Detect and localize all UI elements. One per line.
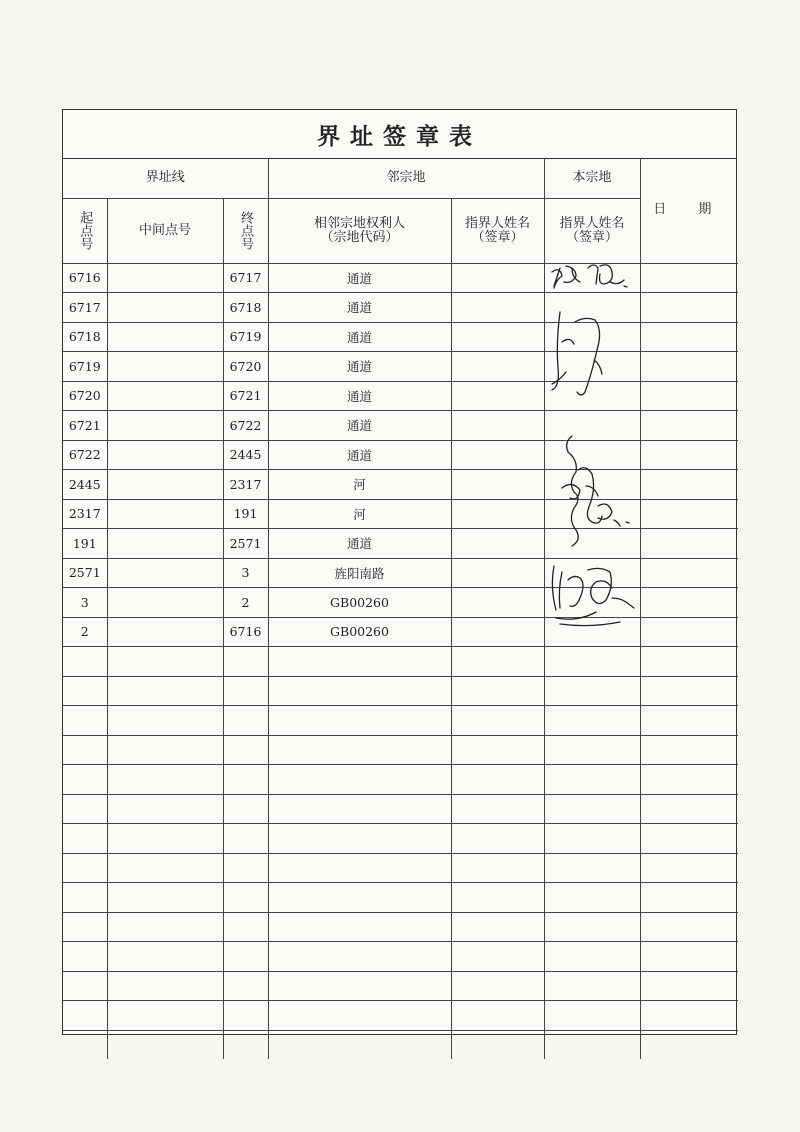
cell-neighbor-sign (451, 352, 544, 382)
table-row (63, 824, 738, 854)
cell-mid (107, 470, 223, 500)
cell-this-sign (544, 293, 640, 323)
cell-mid (107, 440, 223, 470)
cell-owner (268, 883, 451, 913)
cell-this-sign (544, 1030, 640, 1059)
cell-mid (107, 411, 223, 441)
cell-neighbor-sign (451, 558, 544, 588)
table-row (63, 470, 738, 500)
cell-end (223, 706, 268, 736)
header-end-point-label: 终点号 (238, 211, 253, 250)
cell-start (63, 735, 107, 765)
boundary-rows (63, 263, 738, 1059)
cell-date (640, 647, 738, 677)
cell-owner: 通道 (268, 440, 451, 470)
cell-mid (107, 824, 223, 854)
cell-owner: 旌阳南路 (268, 558, 451, 588)
cell-this-sign (544, 499, 640, 529)
cell-end: 2 (223, 588, 268, 618)
cell-neighbor-sign (451, 765, 544, 795)
cell-start (63, 765, 107, 795)
cell-date (640, 263, 738, 293)
cell-this-sign (544, 765, 640, 795)
header-this-signer-line2: （签章） (566, 229, 619, 245)
cell-this-sign (544, 440, 640, 470)
cell-owner: 通道 (268, 352, 451, 382)
cell-date (640, 499, 738, 529)
cell-start: 6716 (63, 263, 107, 293)
cell-neighbor-sign (451, 883, 544, 913)
header-neighbor-owner (268, 198, 451, 263)
cell-date (640, 942, 738, 972)
cell-neighbor-sign (451, 794, 544, 824)
cell-neighbor-sign (451, 411, 544, 441)
cell-mid (107, 499, 223, 529)
cell-this-sign (544, 794, 640, 824)
cell-owner (268, 676, 451, 706)
cell-date (640, 765, 738, 795)
cell-mid (107, 971, 223, 1001)
table-row (63, 706, 738, 736)
cell-neighbor-sign (451, 912, 544, 942)
cell-owner (268, 706, 451, 736)
cell-this-sign (544, 971, 640, 1001)
cell-mid (107, 676, 223, 706)
cell-neighbor-sign (451, 617, 544, 647)
header-neighbor-signer-line1: 指界人姓名 (465, 215, 531, 231)
cell-start (63, 883, 107, 913)
table-row (63, 794, 738, 824)
cell-this-sign (544, 381, 640, 411)
cell-owner: 通道 (268, 263, 451, 293)
cell-owner (268, 765, 451, 795)
cell-neighbor-sign (451, 647, 544, 677)
cell-owner (268, 912, 451, 942)
cell-start: 6720 (63, 381, 107, 411)
cell-end: 2317 (223, 470, 268, 500)
header-boundary-line: 界址线 (63, 158, 268, 198)
cell-this-sign (544, 883, 640, 913)
cell-mid (107, 558, 223, 588)
cell-start: 2317 (63, 499, 107, 529)
cell-end: 6718 (223, 293, 268, 323)
header-end-point (223, 198, 268, 263)
cell-owner: 通道 (268, 381, 451, 411)
cell-neighbor-sign (451, 942, 544, 972)
cell-start: 6722 (63, 440, 107, 470)
cell-date (640, 529, 738, 559)
table-row (63, 499, 738, 529)
cell-date (640, 381, 738, 411)
cell-owner: 通道 (268, 529, 451, 559)
cell-end: 6720 (223, 352, 268, 382)
cell-mid (107, 293, 223, 323)
cell-owner: 通道 (268, 322, 451, 352)
cell-end (223, 794, 268, 824)
cell-owner (268, 853, 451, 883)
cell-neighbor-sign (451, 588, 544, 618)
cell-date (640, 824, 738, 854)
cell-neighbor-sign (451, 1001, 544, 1031)
cell-date (640, 411, 738, 441)
cell-owner (268, 647, 451, 677)
cell-date (640, 470, 738, 500)
cell-mid (107, 794, 223, 824)
cell-this-sign (544, 942, 640, 972)
table-row (63, 352, 738, 382)
form-title: 界址签章表 (63, 110, 736, 159)
header-middle-point: 中间点号 (107, 198, 223, 263)
cell-neighbor-sign (451, 322, 544, 352)
cell-this-sign (544, 1001, 640, 1031)
header-this-parcel: 本宗地 (544, 158, 640, 198)
cell-mid (107, 735, 223, 765)
table-row (63, 971, 738, 1001)
cell-start (63, 794, 107, 824)
cell-date (640, 440, 738, 470)
cell-mid (107, 529, 223, 559)
cell-owner (268, 942, 451, 972)
cell-end (223, 971, 268, 1001)
cell-date (640, 735, 738, 765)
cell-start (63, 706, 107, 736)
cell-owner (268, 1001, 451, 1031)
cell-end (223, 676, 268, 706)
cell-date (640, 853, 738, 883)
table-row (63, 381, 738, 411)
cell-owner (268, 1030, 451, 1059)
header-start-point-label: 起点号 (77, 211, 93, 250)
cell-this-sign (544, 676, 640, 706)
cell-neighbor-sign (451, 263, 544, 293)
cell-mid (107, 765, 223, 795)
cell-date (640, 883, 738, 913)
table-row (63, 1001, 738, 1031)
header-date-label: 日 期 (653, 202, 726, 218)
cell-this-sign (544, 322, 640, 352)
cell-owner: 通道 (268, 293, 451, 323)
cell-date (640, 971, 738, 1001)
cell-end: 6716 (223, 617, 268, 647)
cell-date (640, 617, 738, 647)
cell-neighbor-sign (451, 735, 544, 765)
cell-this-sign (544, 824, 640, 854)
cell-end (223, 765, 268, 795)
cell-end (223, 883, 268, 913)
header-start-point (63, 198, 107, 263)
cell-neighbor-sign (451, 824, 544, 854)
cell-neighbor-sign (451, 381, 544, 411)
cell-neighbor-sign (451, 1030, 544, 1059)
cell-this-sign (544, 263, 640, 293)
cell-mid (107, 352, 223, 382)
cell-date (640, 676, 738, 706)
cell-this-sign (544, 411, 640, 441)
cell-mid (107, 1030, 223, 1059)
cell-mid (107, 588, 223, 618)
cell-mid (107, 942, 223, 972)
cell-start (63, 853, 107, 883)
cell-this-sign (544, 912, 640, 942)
cell-start: 2 (63, 617, 107, 647)
cell-mid (107, 647, 223, 677)
cell-date (640, 352, 738, 382)
cell-end: 6721 (223, 381, 268, 411)
table-row (63, 263, 738, 293)
table-row (63, 735, 738, 765)
cell-neighbor-sign (451, 499, 544, 529)
cell-mid (107, 617, 223, 647)
cell-mid (107, 883, 223, 913)
cell-owner: GB00260 (268, 588, 451, 618)
cell-mid (107, 322, 223, 352)
boundary-table (63, 158, 738, 1059)
cell-start (63, 971, 107, 1001)
cell-end: 2571 (223, 529, 268, 559)
cell-date (640, 293, 738, 323)
header-this-signer (544, 198, 640, 263)
table-row (63, 912, 738, 942)
cell-this-sign (544, 735, 640, 765)
cell-owner: 河 (268, 470, 451, 500)
table-row (63, 853, 738, 883)
cell-start (63, 912, 107, 942)
cell-owner (268, 971, 451, 1001)
cell-owner: 通道 (268, 411, 451, 441)
cell-end: 3 (223, 558, 268, 588)
cell-this-sign (544, 647, 640, 677)
cell-neighbor-sign (451, 293, 544, 323)
cell-start: 2571 (63, 558, 107, 588)
cell-neighbor-sign (451, 440, 544, 470)
cell-start (63, 1001, 107, 1031)
cell-start (63, 676, 107, 706)
table-row (63, 293, 738, 323)
cell-date (640, 588, 738, 618)
cell-this-sign (544, 529, 640, 559)
cell-end (223, 735, 268, 765)
cell-date (640, 558, 738, 588)
cell-mid (107, 912, 223, 942)
table-row (63, 529, 738, 559)
cell-start: 2445 (63, 470, 107, 500)
header-date (640, 158, 738, 263)
cell-start (63, 647, 107, 677)
cell-start: 3 (63, 588, 107, 618)
cell-end: 2445 (223, 440, 268, 470)
cell-neighbor-sign (451, 706, 544, 736)
cell-this-sign (544, 352, 640, 382)
cell-owner (268, 735, 451, 765)
table-row (63, 676, 738, 706)
cell-owner (268, 794, 451, 824)
cell-mid (107, 853, 223, 883)
cell-neighbor-sign (451, 529, 544, 559)
cell-neighbor-sign (451, 971, 544, 1001)
cell-date (640, 706, 738, 736)
table-row (63, 942, 738, 972)
cell-this-sign (544, 558, 640, 588)
table-row (63, 1030, 738, 1059)
table-row (63, 322, 738, 352)
cell-start: 6721 (63, 411, 107, 441)
cell-date (640, 322, 738, 352)
header-neighbor-parcel: 邻宗地 (268, 158, 544, 198)
cell-start: 6717 (63, 293, 107, 323)
table-row (63, 588, 738, 618)
cell-start (63, 942, 107, 972)
cell-end: 6719 (223, 322, 268, 352)
cell-end: 6717 (223, 263, 268, 293)
cell-this-sign (544, 706, 640, 736)
cell-end: 191 (223, 499, 268, 529)
cell-end (223, 912, 268, 942)
cell-start: 191 (63, 529, 107, 559)
table-row (63, 883, 738, 913)
cell-end (223, 1001, 268, 1031)
cell-date (640, 1001, 738, 1031)
cell-end (223, 853, 268, 883)
table-row (63, 411, 738, 441)
header-this-signer-line1: 指界人姓名 (559, 215, 625, 231)
cell-mid (107, 381, 223, 411)
cell-mid (107, 706, 223, 736)
cell-this-sign (544, 853, 640, 883)
cell-this-sign (544, 617, 640, 647)
header-neighbor-signer (451, 198, 544, 263)
table-row (63, 647, 738, 677)
header-neighbor-owner-line2: （宗地代码） (320, 229, 399, 245)
table-row (63, 440, 738, 470)
cell-mid (107, 1001, 223, 1031)
cell-this-sign (544, 470, 640, 500)
cell-mid (107, 263, 223, 293)
cell-this-sign (544, 588, 640, 618)
cell-start: 6719 (63, 352, 107, 382)
cell-owner (268, 824, 451, 854)
header-neighbor-owner-line1: 相邻宗地权利人 (313, 215, 405, 231)
cell-date (640, 912, 738, 942)
table-row (63, 617, 738, 647)
cell-owner: 河 (268, 499, 451, 529)
cell-start (63, 1030, 107, 1059)
cell-end (223, 942, 268, 972)
cell-end (223, 824, 268, 854)
boundary-signature-form (62, 109, 737, 1035)
table-row (63, 558, 738, 588)
cell-end (223, 647, 268, 677)
header-neighbor-signer-line2: （签章） (471, 229, 524, 245)
cell-start (63, 824, 107, 854)
cell-date (640, 1030, 738, 1059)
table-row (63, 765, 738, 795)
cell-neighbor-sign (451, 470, 544, 500)
cell-neighbor-sign (451, 676, 544, 706)
cell-end: 6722 (223, 411, 268, 441)
cell-start: 6718 (63, 322, 107, 352)
cell-date (640, 794, 738, 824)
cell-owner: GB00260 (268, 617, 451, 647)
cell-end (223, 1030, 268, 1059)
cell-neighbor-sign (451, 853, 544, 883)
